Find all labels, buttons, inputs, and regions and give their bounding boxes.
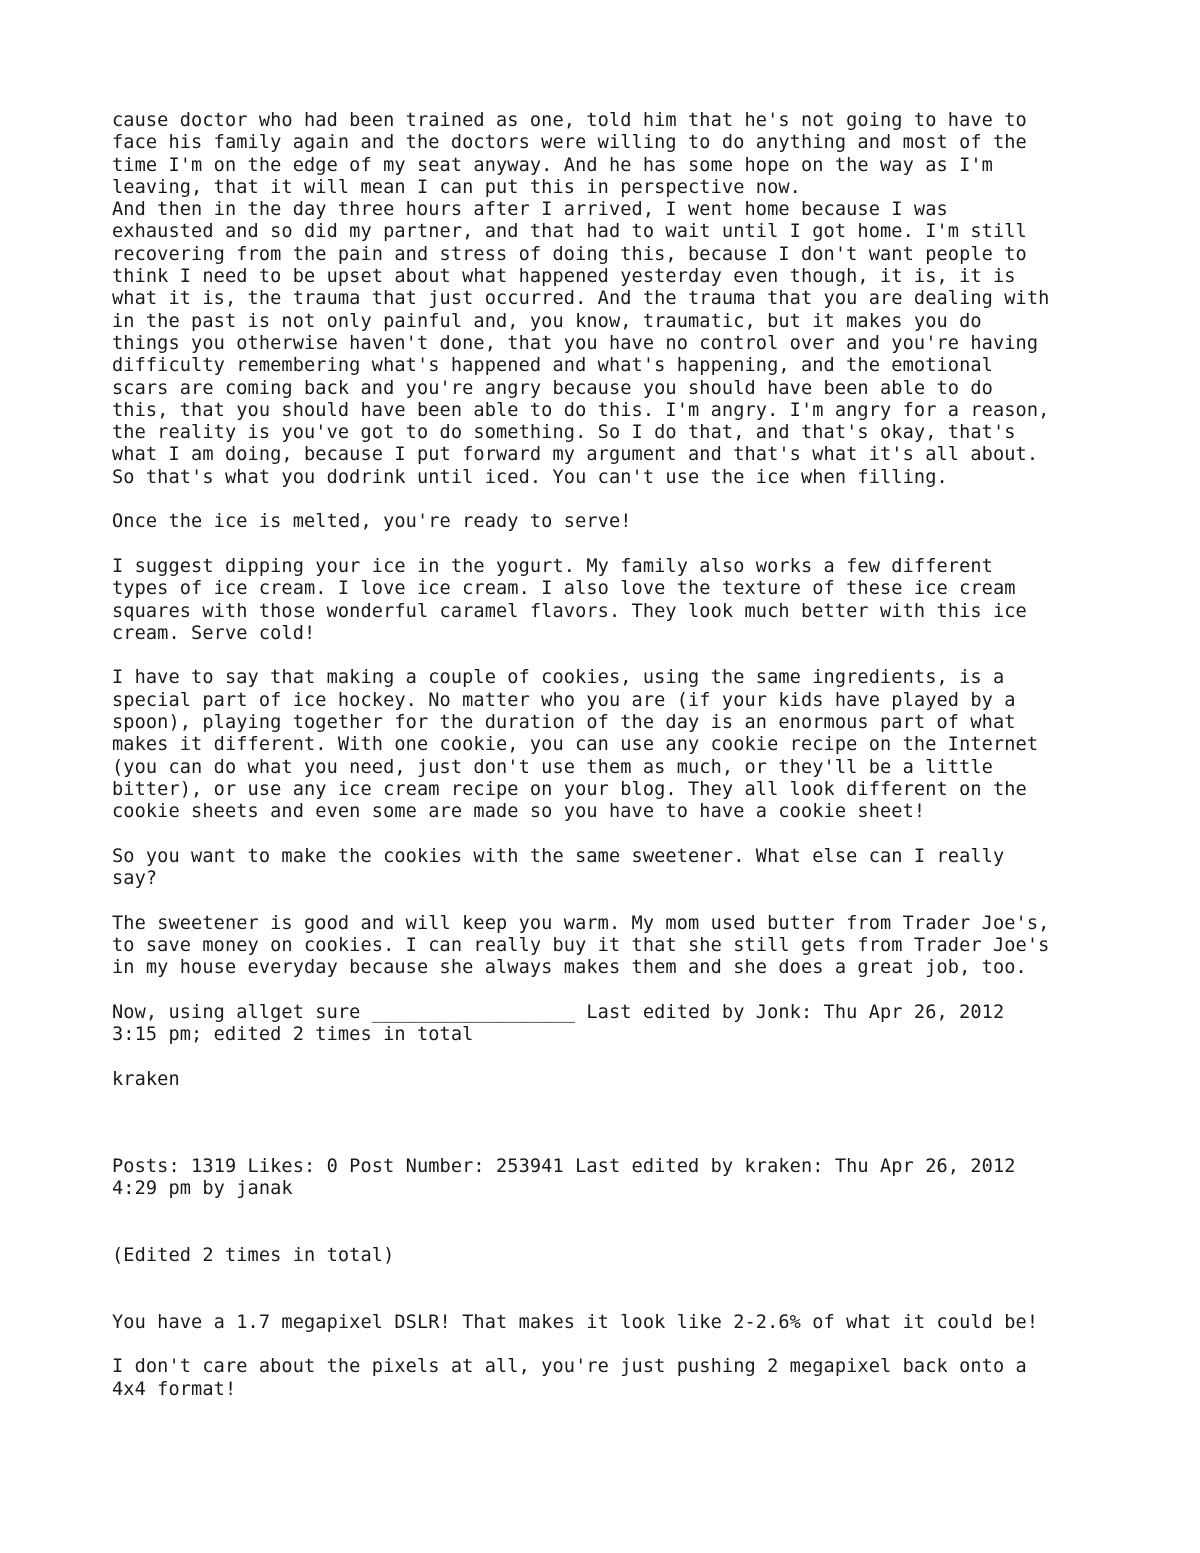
text-line: cause doctor who had been trained as one, told him that he's not going to have to (112, 110, 1027, 131)
paragraph-spacer (112, 1334, 1112, 1356)
text-line: You have a 1.7 megapixel DSLR! That makes it look like 2-2.6% of what it could be! (112, 1311, 1039, 1333)
paragraph-spacer (112, 824, 1112, 846)
paragraph-6 (112, 913, 1112, 980)
edited-note: (Edited 2 times in total) (112, 1244, 395, 1266)
text-line: I suggest dipping your ice in the yogurt. My family also works a few different (112, 555, 993, 577)
text-line: (you can do what you need, just don't use them as much, or they'll be a little (112, 756, 993, 778)
text-line: time I'm on the edge of my seat anyway. And he has some hope on the way as I'm (112, 154, 993, 176)
post-meta (112, 1156, 1112, 1201)
text-line: squares with those wonderful caramel flavors. They look much better with this ice (112, 600, 1027, 622)
paragraph-spacer (112, 1136, 1112, 1156)
text-line: So that's what you dodrink until iced. You can't use the ice when filling. (112, 466, 948, 488)
text-line: cream. Serve cold! (112, 622, 316, 644)
text-line: 3:15 pm; edited 2 times in total (112, 1024, 474, 1046)
text-line: face his family again and the doctors were willing to do anything and most of the (112, 132, 1027, 154)
text-line: So you want to make the cookies with the same sweetener. What else can I really (112, 845, 1005, 867)
text-line: spoon), playing together for the duration of the day is an enormous part of what (112, 712, 1016, 734)
paragraph-5 (112, 846, 1112, 891)
paragraph-spacer (112, 1200, 1112, 1245)
paragraph-spacer (112, 1046, 1112, 1068)
text-line: makes it different. With one cookie, you can use any cookie recipe on the Internet (112, 734, 1039, 756)
text-line: 4:29 pm by janak (112, 1177, 293, 1199)
paragraph-spacer (112, 1091, 1112, 1136)
text-line: I don't care about the pixels at all, you're just pushing 2 megapixel back onto a (112, 1356, 1027, 1378)
paragraph-2 (112, 511, 1112, 533)
text-line: things you otherwise haven't done, that you have no control over and you're having (112, 332, 1039, 354)
text-line: think I need to be upset about what happened yesterday even though, it is, it is (112, 266, 1016, 288)
text-line: in my house everyday because she always makes them and she does a great job, too. (112, 957, 1027, 979)
text-line: leaving, that it will mean I can put this in perspective now. (112, 176, 801, 198)
paragraph-spacer (112, 1267, 1112, 1312)
text-line: what it is, the trauma that just occurred. And the trauma that you are dealing with (112, 288, 1050, 310)
text-line: this, that you should have been able to do this. I'm angry. I'm angry for a reason, (112, 399, 1050, 421)
text-line: special part of ice hockey. No matter who you are (if your kids have played by a (112, 689, 1016, 711)
text-line: 4x4 format! (112, 1378, 237, 1400)
text-line: what I am doing, because I put forward my argument and that's what it's all about. (112, 444, 1039, 466)
text-line: to save money on cookies. I can really buy it that she still gets from Trader Joe's (112, 934, 1050, 956)
text-line: say? (112, 868, 158, 890)
text-line: The sweetener is good and will keep you warm. My mom used butter from Trader Joe's, (112, 912, 1050, 934)
text-line: in the past is not only painful and, you know, traumatic, but it makes you do (112, 310, 982, 332)
paragraph-spacer (112, 534, 1112, 556)
paragraph-3 (112, 556, 1112, 645)
paragraph-8 (112, 1312, 1112, 1334)
text-line: types of ice cream. I love ice cream. I also love the texture of these ice cream (112, 578, 1016, 600)
text-line: exhausted and so did my partner, and that had to wait until I got home. I'm still (112, 221, 1027, 243)
paragraph-7 (112, 1002, 1112, 1047)
text-line: recovering from the pain and stress of doing this, because I don't want people to (112, 243, 1027, 265)
text-line: And then in the day three hours after I arrived, I went home because I was (112, 199, 948, 221)
paragraph-9 (112, 1356, 1112, 1401)
paragraph-spacer (112, 489, 1112, 511)
paragraph-spacer (112, 980, 1112, 1002)
username: kraken (112, 1068, 180, 1090)
paragraph-1 (112, 110, 1112, 489)
text-line: Now, using allget sure __________________ Last edited by Jonk: Thu Apr 26, 2012 (112, 1001, 1005, 1023)
text-line: Once the ice is melted, you're ready to serve! (112, 511, 632, 533)
paragraph-4 (112, 667, 1112, 823)
text-line: difficulty remembering what's happened and what's happening, and the emotional (112, 355, 993, 377)
paragraph-spacer (112, 890, 1112, 912)
text-line: cookie sheets and even some are made so you have to have a cookie sheet! (112, 801, 926, 823)
text-line: the reality is you've got to do something. So I do that, and that's okay, that's (112, 422, 1016, 444)
text-line: Posts: 1319 Likes: 0 Post Number: 253941 Last edited by kraken: Thu Apr 26, 2012 (112, 1155, 1016, 1177)
text-line: bitter), or use any ice cream recipe on your blog. They all look different on the (112, 778, 1027, 800)
text-line: scars are coming back and you're angry because you should have been able to do (112, 377, 993, 399)
text-line: I have to say that making a couple of cookies, using the same ingredients, is a (112, 667, 1005, 689)
document-page (112, 110, 1112, 1401)
paragraph-spacer (112, 645, 1112, 667)
